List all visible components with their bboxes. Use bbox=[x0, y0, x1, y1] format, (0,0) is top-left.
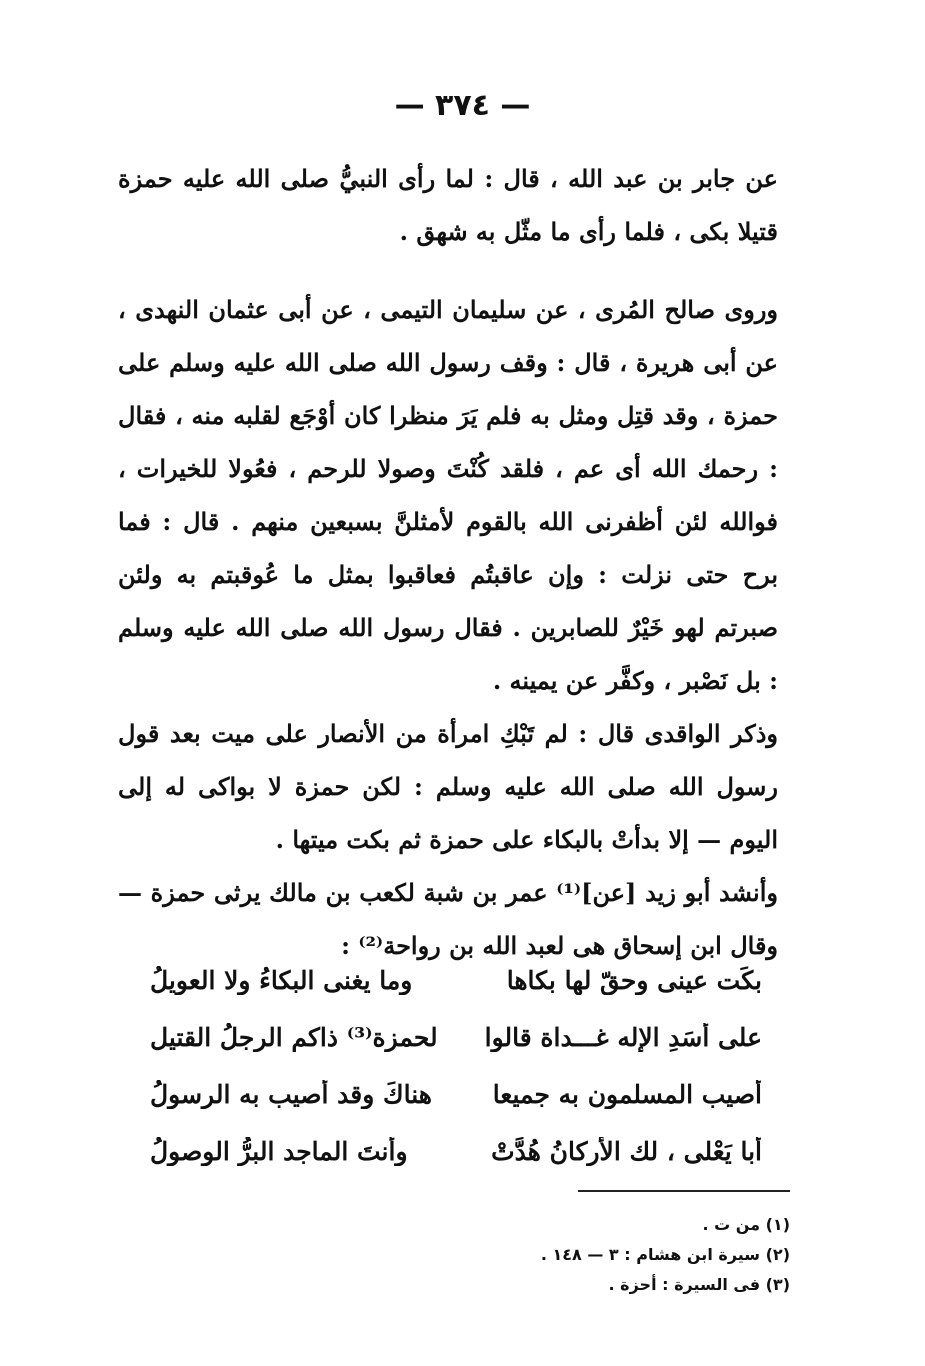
footnote-2: (٢) سيرة ابن هشام : ٣ — ١٤٨ . bbox=[540, 1245, 790, 1264]
footnotes bbox=[400, 1210, 790, 1300]
body-text bbox=[118, 152, 778, 972]
paragraph-1: عن جابر بن عبد الله ، قال : لما رأى النبيُّ صلى الله عليه حمزة قتيلا بكى ، فلما رأى ما مثّل به شهق . bbox=[118, 164, 778, 246]
poem-verse bbox=[150, 1009, 762, 1066]
paragraph-4: وأنشد أبو زيد [عن]⁽¹⁾ عمر بن شبة لكعب بن مالك يرثى حمزة — وقال ابن إسحاق هى لعبد الله بن رواحة⁽²⁾ : bbox=[118, 878, 778, 960]
paragraph-2: وروى صالح المُرى ، عن سليمان التيمى ، عن أبى عثمان النهدى ، عن أبى هريرة ، قال : وقف رسول الله صلى الله عليه وسلم على حمزة ، وقد قتِل ومثل به فلم يَرَ منظرا كان أوْجَع لقلبه منه ، فقال : رحمك الله أى عم ، فلقد كُنْتَ وصولا للرحم ، فعُولا للخيرات ، فوالله لئن أظفرنى الله بالقوم لأمثلنَّ بسبعين منهم . قال : فما برح حتى نزلت : وإن عاقبتُم فعاقبوا بمثل ما عُوقبتم به ولئن صبرتم لهو خَيْرٌ للصابرين . فقال رسول الله صلى الله عليه وسلم : بل نَصْبر ، وكفَّر عن يمينه . bbox=[118, 295, 779, 695]
verse-second-hemistich: وما يغنى البكاءُ ولا العويلُ bbox=[150, 966, 413, 995]
poem-verse bbox=[150, 952, 762, 1009]
verse-first-hemistich: أصيب المسلمون به جميعا bbox=[492, 1080, 762, 1109]
verse-first-hemistich: أبا يَعْلى ، لك الأركانُ هُدَّتْ bbox=[491, 1137, 762, 1166]
footnote-3: (٣) فى السيرة : أحزة . bbox=[608, 1275, 790, 1294]
verse-second-hemistich: وأنتَ الماجد البرُّ الوصولُ bbox=[150, 1137, 408, 1166]
footnote-divider bbox=[578, 1190, 790, 1192]
poem-verse bbox=[150, 1123, 762, 1180]
verse-second-hemistich: هناكَ وقد أصيب به الرسولُ bbox=[150, 1080, 432, 1109]
poem-verse bbox=[150, 1066, 762, 1123]
verse-first-hemistich: بكَت عينى وحقّ لها بكاها bbox=[506, 966, 762, 995]
verse-second-hemistich: لحمزة⁽³⁾ ذاكم الرجلُ القتيل bbox=[150, 1023, 438, 1052]
poem bbox=[150, 952, 762, 1180]
footnote-1: (١) من ت . bbox=[702, 1215, 790, 1234]
verse-first-hemistich: على أسَدِ الإله غـــداة قالوا bbox=[484, 1023, 762, 1052]
page-number: — ٣٧٤ — bbox=[394, 88, 531, 123]
paragraph-3: وذكر الواقدى قال : لم تَبْكِ امرأة من الأنصار على ميت بعد قول رسول الله صلى الله عليه وسلم : لكن حمزة لا بواكى له إلى اليوم — إلا بدأتْ بالبكاء على حمزة ثم بكت ميتها . bbox=[118, 719, 778, 854]
